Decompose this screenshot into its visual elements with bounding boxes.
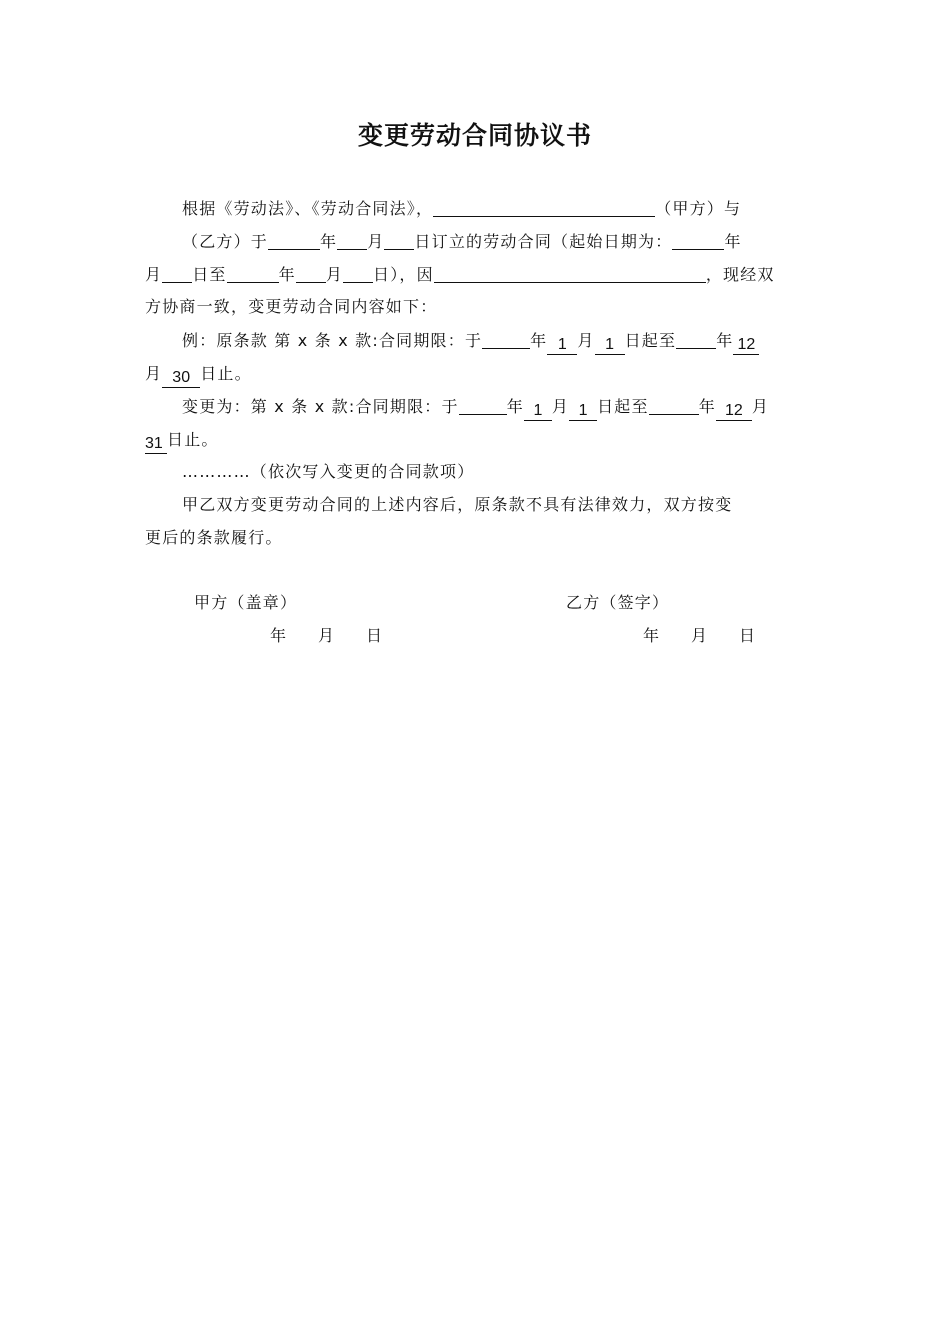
intro-text: 根据《劳动法》、《劳动合同法》， (182, 199, 434, 218)
changed-start-year-blank[interactable] (459, 396, 507, 415)
start-to-label: 日起至 (624, 331, 677, 350)
contract-sign-text: 日订立的劳动合同（起始日期为： (414, 232, 673, 251)
party-b-sign-label: 乙方（签字） (566, 593, 670, 612)
changed-end-day: 31 (145, 435, 167, 454)
changed-clause-line-2 (145, 429, 805, 454)
month-label: 月 (577, 331, 595, 350)
party-b-month-label: 月 (691, 626, 708, 645)
sign-year-blank[interactable] (268, 231, 320, 250)
end-month-blank[interactable] (296, 264, 326, 283)
end-label: 日止。 (167, 430, 219, 449)
changed-start-month: 1 (524, 402, 552, 421)
start-year-blank[interactable] (672, 231, 724, 250)
reason-label: 日），因 (373, 265, 434, 284)
party-a-seal-label: 甲方（盖章） (194, 593, 298, 612)
changed-end-month: 12 (716, 402, 752, 421)
year-label: 年 (530, 331, 548, 350)
changed-start-day: 1 (569, 402, 597, 421)
changed-clause-line-1 (182, 396, 805, 421)
year-label: 年 (320, 232, 338, 251)
month-label: 月 (751, 397, 770, 416)
month-label: 月 (145, 364, 163, 383)
party-a-month-label: 月 (318, 626, 335, 645)
paragraph-1-line-4 (145, 296, 805, 318)
example-start-day: 1 (595, 336, 625, 355)
document-title: 变更劳动合同协议书 (357, 121, 592, 150)
additional-clauses-note: …………（依次写入变更的合同款项） (182, 462, 475, 481)
paragraph-1-line-3 (145, 264, 805, 286)
month-label: 月 (551, 397, 570, 416)
agreement-text: ，现经双 (705, 265, 775, 284)
example-clause-line-2 (145, 363, 805, 388)
start-month-blank[interactable] (162, 264, 192, 283)
party-a-day-label: 日 (366, 626, 383, 645)
sign-month-blank[interactable] (337, 231, 367, 250)
year-label: 年 (716, 331, 734, 350)
year-label: 年 (698, 397, 716, 416)
month-label: 月 (367, 232, 385, 251)
agreement-text-cont: 方协商一致，变更劳动合同内容如下： (145, 297, 438, 316)
party-a-label: （甲方）与 (655, 199, 742, 218)
party-a-name-blank[interactable] (433, 198, 655, 217)
month-label: 月 (325, 265, 344, 284)
example-end-day: 30 (162, 369, 200, 388)
example-start-year-blank[interactable] (482, 330, 530, 349)
year-label: 年 (724, 232, 742, 251)
closing-paragraph-line-2: 更后的条款履行。 (145, 528, 283, 547)
reason-blank[interactable] (434, 264, 706, 283)
example-clause-line-1 (182, 330, 805, 355)
changed-end-year-blank[interactable] (649, 396, 699, 415)
party-a-year-label: 年 (270, 626, 287, 645)
example-end-month: 12 (733, 336, 759, 355)
paragraph-1-line-1 (182, 198, 805, 220)
end-day-blank[interactable] (343, 264, 373, 283)
end-year-blank[interactable] (227, 264, 279, 283)
closing-paragraph-line-1: 甲乙双方变更劳动合同的上述内容后，原条款不具有法律效力，双方按变 (182, 495, 733, 514)
end-label: 日止。 (200, 364, 252, 383)
example-start-month: 1 (547, 336, 577, 355)
changed-clause-label: 变更为：第 x 条 x 款:合同期限：于 (182, 397, 459, 416)
year-label: 年 (278, 265, 296, 284)
example-end-year-blank[interactable] (676, 330, 716, 349)
party-b-day-label: 日 (739, 626, 756, 645)
party-b-label: （乙方）于 (182, 232, 269, 251)
month-label: 月 (145, 265, 163, 284)
example-clause-label: 例：原条款 第 x 条 x 款:合同期限：于 (182, 331, 483, 350)
sign-day-blank[interactable] (384, 231, 414, 250)
year-label: 年 (506, 397, 524, 416)
start-to-label: 日起至 (597, 397, 649, 416)
paragraph-1-line-2 (182, 231, 805, 253)
day-to-label: 日至 (192, 265, 227, 284)
party-b-year-label: 年 (643, 626, 660, 645)
